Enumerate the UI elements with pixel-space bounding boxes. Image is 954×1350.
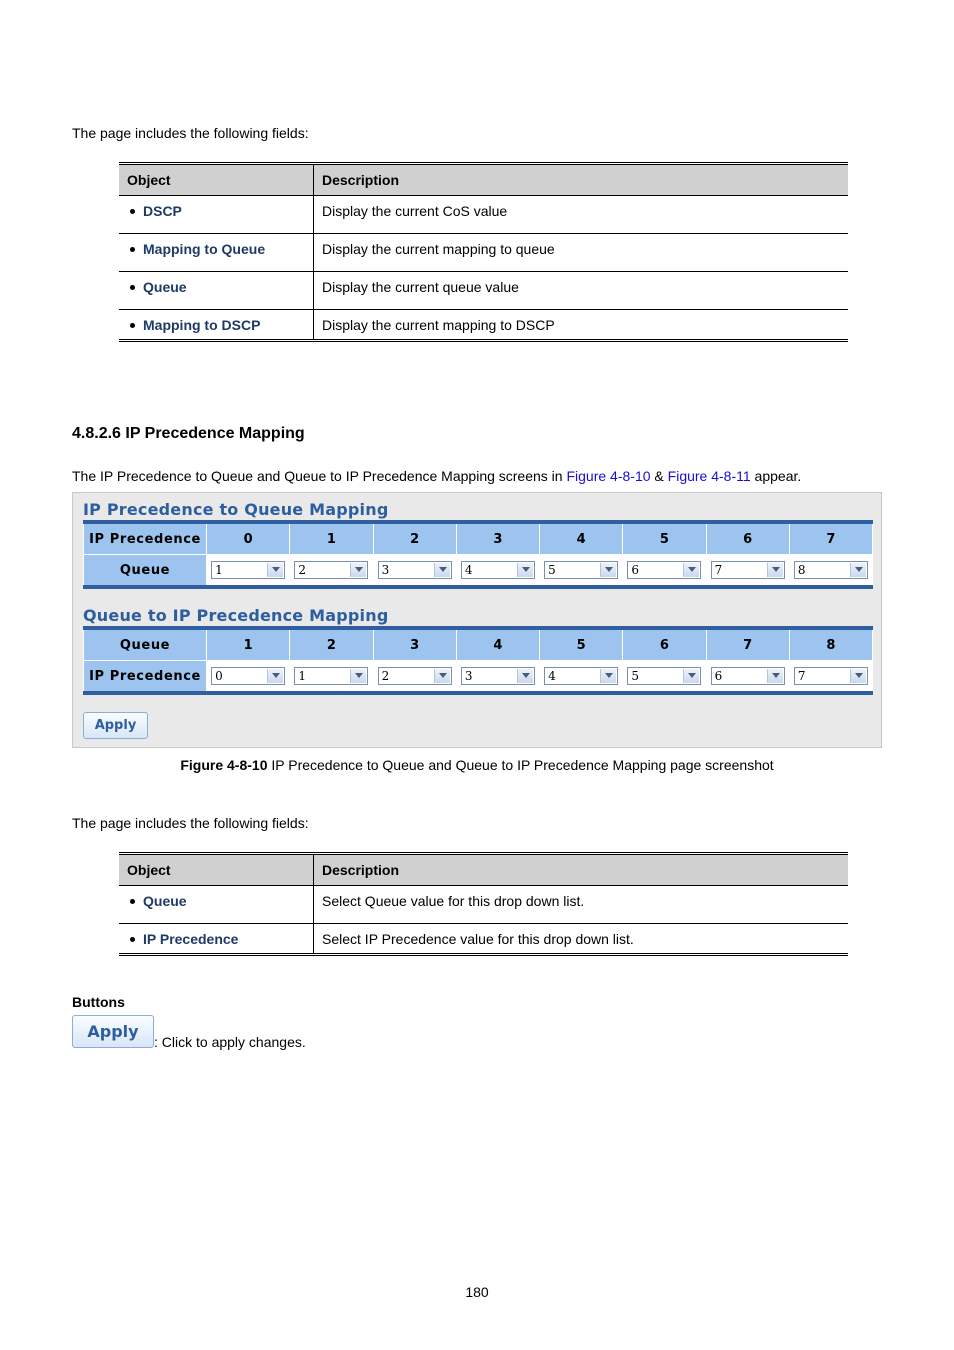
queue-select[interactable]: 4 xyxy=(461,561,535,579)
column-header: 3 xyxy=(456,522,539,555)
chevron-down-icon xyxy=(267,563,283,577)
header-description: Description xyxy=(314,164,849,196)
apply-button[interactable]: Apply xyxy=(83,712,148,739)
object-name: Mapping to Queue xyxy=(143,241,266,257)
buttons-heading: Buttons xyxy=(72,994,125,1010)
queue-select[interactable]: 3 xyxy=(378,561,452,579)
table-row xyxy=(119,196,848,234)
chevron-down-icon xyxy=(350,669,366,683)
chevron-down-icon xyxy=(434,669,450,683)
queue-select[interactable]: 1 xyxy=(211,561,285,579)
chevron-down-icon xyxy=(850,563,866,577)
figure-caption: Figure 4-8-10 IP Precedence to Queue and Queue to IP Precedence Mapping page screenshot xyxy=(180,757,774,773)
object-description: Display the current CoS value xyxy=(314,196,849,234)
ip-precedence-to-queue-grid xyxy=(83,520,873,589)
column-header: 5 xyxy=(623,522,706,555)
object-description: Select IP Precedence value for this drop down list. xyxy=(314,924,849,955)
column-header: 1 xyxy=(290,522,373,555)
chevron-down-icon xyxy=(267,669,283,683)
ip-precedence-select[interactable]: 2 xyxy=(378,667,452,685)
screenshot-panel xyxy=(72,492,882,748)
intro-text-2: The page includes the following fields: xyxy=(72,815,309,831)
column-header: 8 xyxy=(789,628,872,661)
chevron-down-icon xyxy=(600,669,616,683)
object-description: Select Queue value for this drop down list. xyxy=(314,886,849,924)
table-row xyxy=(119,310,848,341)
column-header: 3 xyxy=(373,628,456,661)
page-number: 180 xyxy=(465,1284,489,1300)
header-object: Object xyxy=(119,854,314,886)
column-header: 5 xyxy=(540,628,623,661)
chevron-down-icon xyxy=(683,669,699,683)
figure-link-4-8-11[interactable]: Figure 4-8-11 xyxy=(667,468,751,484)
header-object: Object xyxy=(119,164,314,196)
object-name: DSCP xyxy=(143,203,182,219)
column-header: 2 xyxy=(290,628,373,661)
column-header: 7 xyxy=(789,522,872,555)
queue-select[interactable]: 5 xyxy=(544,561,618,579)
object-name: Mapping to DSCP xyxy=(143,317,261,333)
bullet-icon xyxy=(130,937,135,942)
header-description: Description xyxy=(314,854,849,886)
chevron-down-icon xyxy=(517,563,533,577)
queue-select[interactable]: 6 xyxy=(627,561,701,579)
table-row xyxy=(119,886,848,924)
bullet-icon xyxy=(130,323,135,328)
object-description: Display the current mapping to queue xyxy=(314,234,849,272)
chevron-down-icon xyxy=(850,669,866,683)
column-header: 2 xyxy=(373,522,456,555)
grid-header-label: Queue xyxy=(84,628,207,661)
grid-row-label: Queue xyxy=(84,555,207,588)
intro-text-1: The page includes the following fields: xyxy=(72,125,309,141)
column-header: 6 xyxy=(706,522,789,555)
queue-select[interactable]: 7 xyxy=(711,561,785,579)
chevron-down-icon xyxy=(350,563,366,577)
object-description: Display the current queue value xyxy=(314,272,849,310)
queue-select[interactable]: 8 xyxy=(794,561,868,579)
ip-precedence-select[interactable]: 1 xyxy=(294,667,368,685)
column-header: 6 xyxy=(623,628,706,661)
column-header: 4 xyxy=(456,628,539,661)
chevron-down-icon xyxy=(683,563,699,577)
column-header: 0 xyxy=(207,522,290,555)
chevron-down-icon xyxy=(434,563,450,577)
column-header: 4 xyxy=(540,522,623,555)
chevron-down-icon xyxy=(517,669,533,683)
column-header: 7 xyxy=(706,628,789,661)
column-header: 1 xyxy=(207,628,290,661)
section-heading: 4.8.2.6 IP Precedence Mapping xyxy=(72,425,305,442)
table-row xyxy=(119,272,848,310)
fields-table-2 xyxy=(119,852,848,956)
figure-link-4-8-10[interactable]: Figure 4-8-10 xyxy=(566,468,651,484)
grid-row-label: IP Precedence xyxy=(84,661,207,694)
object-description: Display the current mapping to DSCP xyxy=(314,310,849,341)
ip-precedence-select[interactable]: 5 xyxy=(627,667,701,685)
fields-table-1 xyxy=(119,162,848,342)
queue-to-ip-precedence-grid xyxy=(83,626,873,695)
table-row xyxy=(119,924,848,955)
ip-precedence-select[interactable]: 3 xyxy=(461,667,535,685)
chevron-down-icon xyxy=(767,669,783,683)
bullet-icon xyxy=(130,247,135,252)
panel-title-queue-to-ip-precedence: Queue to IP Precedence Mapping xyxy=(83,606,389,625)
chevron-down-icon xyxy=(767,563,783,577)
bullet-icon xyxy=(130,285,135,290)
ip-precedence-select[interactable]: 6 xyxy=(711,667,785,685)
ip-precedence-select[interactable]: 4 xyxy=(544,667,618,685)
apply-button-description: : Click to apply changes. xyxy=(154,1034,306,1050)
ip-precedence-select[interactable]: 7 xyxy=(794,667,868,685)
panel-title-ip-precedence-to-queue: IP Precedence to Queue Mapping xyxy=(83,500,389,519)
table-row xyxy=(119,234,848,272)
bullet-icon xyxy=(130,209,135,214)
object-name: Queue xyxy=(143,279,187,295)
apply-button-sample[interactable]: Apply xyxy=(72,1015,154,1048)
object-name: IP Precedence xyxy=(143,931,239,947)
bullet-icon xyxy=(130,899,135,904)
queue-select[interactable]: 2 xyxy=(294,561,368,579)
section-text: The IP Precedence to Queue and Queue to IP Precedence Mapping screens in Figure 4-8-10 & Figure 4-8-11 appear. xyxy=(72,468,802,484)
object-name: Queue xyxy=(143,893,187,909)
grid-header-label: IP Precedence xyxy=(84,522,207,555)
chevron-down-icon xyxy=(600,563,616,577)
ip-precedence-select[interactable]: 0 xyxy=(211,667,285,685)
